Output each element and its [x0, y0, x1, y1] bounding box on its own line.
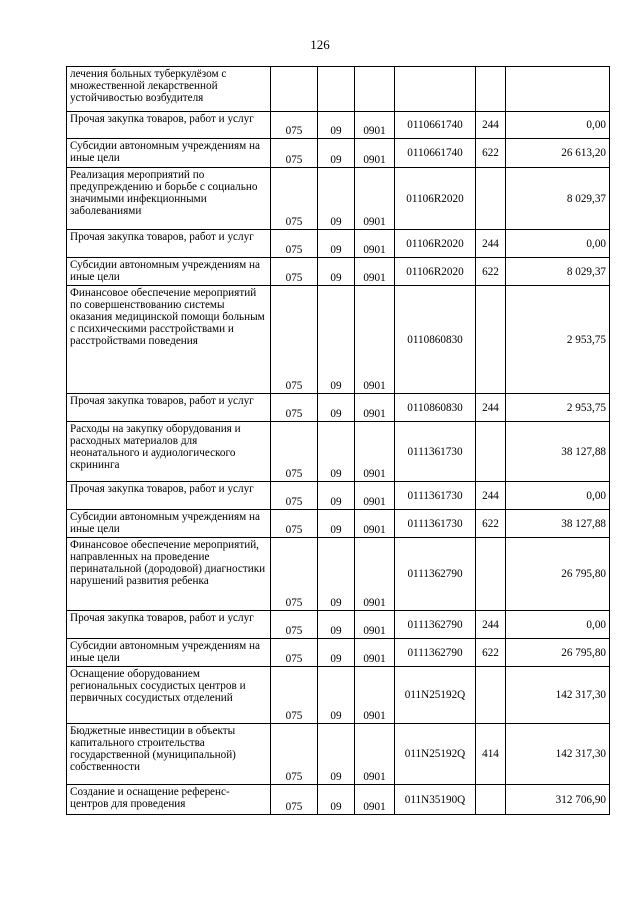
target-article-cell: 011N25192Q — [395, 667, 476, 724]
table-row — [67, 785, 610, 815]
table-row — [67, 538, 610, 611]
table-row — [67, 510, 610, 538]
subsection-code-cell — [355, 67, 395, 112]
item-name-cell: Оснащение оборудованием региональных сосудистых центров и первичных сосудистых отделений — [67, 667, 271, 724]
table-row — [67, 667, 610, 724]
expense-type-cell — [476, 286, 506, 394]
target-article-cell: 0110661740 — [395, 139, 476, 168]
target-article-cell: 0111361730 — [395, 482, 476, 510]
expense-type-cell: 622 — [476, 139, 506, 168]
expense-type-cell: 622 — [476, 639, 506, 667]
subsection-code-cell: 0901 — [355, 482, 395, 510]
expense-type-cell: 244 — [476, 482, 506, 510]
table-row — [67, 394, 610, 422]
subsection-code-cell: 0901 — [355, 538, 395, 611]
table-row — [67, 258, 610, 286]
subsection-code-cell: 0901 — [355, 667, 395, 724]
subsection-code-cell: 0901 — [355, 422, 395, 482]
budget-table-body — [67, 67, 610, 815]
item-name-cell: Реализация мероприятий по предупреждению и борьбе с социально значимыми инфекционными заболеваниями — [67, 168, 271, 230]
section-code-cell: 09 — [318, 139, 355, 168]
amount-cell: 26 795,80 — [506, 538, 610, 611]
item-name-cell: Прочая закупка товаров, работ и услуг — [67, 394, 271, 422]
section-code-cell: 09 — [318, 611, 355, 639]
grbs-code-cell: 075 — [271, 538, 318, 611]
item-name-cell: Создание и оснащение референс-центров для проведения — [67, 785, 271, 815]
table-row — [67, 230, 610, 258]
item-name-cell: Субсидии автономным учреждениям на иные цели — [67, 639, 271, 667]
grbs-code-cell: 075 — [271, 230, 318, 258]
table-row — [67, 112, 610, 139]
target-article-cell: 0111362790 — [395, 538, 476, 611]
section-code-cell: 09 — [318, 394, 355, 422]
subsection-code-cell: 0901 — [355, 286, 395, 394]
section-code-cell: 09 — [318, 639, 355, 667]
table-row — [67, 286, 610, 394]
amount-cell: 38 127,88 — [506, 510, 610, 538]
amount-cell: 312 706,90 — [506, 785, 610, 815]
expense-type-cell — [476, 785, 506, 815]
target-article-cell — [395, 67, 476, 112]
expense-type-cell — [476, 168, 506, 230]
table-row — [67, 724, 610, 785]
expense-type-cell: 244 — [476, 112, 506, 139]
grbs-code-cell: 075 — [271, 286, 318, 394]
target-article-cell: 01106R2020 — [395, 230, 476, 258]
section-code-cell: 09 — [318, 168, 355, 230]
target-article-cell: 0110860830 — [395, 394, 476, 422]
amount-cell — [506, 67, 610, 112]
expense-type-cell — [476, 538, 506, 611]
item-name-cell: Прочая закупка товаров, работ и услуг — [67, 230, 271, 258]
amount-cell: 38 127,88 — [506, 422, 610, 482]
grbs-code-cell: 075 — [271, 724, 318, 785]
table-row — [67, 67, 610, 112]
amount-cell: 0,00 — [506, 482, 610, 510]
subsection-code-cell: 0901 — [355, 112, 395, 139]
target-article-cell: 01106R2020 — [395, 258, 476, 286]
grbs-code-cell: 075 — [271, 258, 318, 286]
item-name-cell: Финансовое обеспечение мероприятий по совершенствованию системы оказания медицинской помощи больным с психическими расстройствами и расстройствами поведения — [67, 286, 271, 394]
grbs-code-cell: 075 — [271, 139, 318, 168]
table-row — [67, 482, 610, 510]
grbs-code-cell: 075 — [271, 667, 318, 724]
expense-type-cell — [476, 422, 506, 482]
section-code-cell — [318, 67, 355, 112]
section-code-cell: 09 — [318, 538, 355, 611]
subsection-code-cell: 0901 — [355, 230, 395, 258]
grbs-code-cell — [271, 67, 318, 112]
target-article-cell: 0111361730 — [395, 510, 476, 538]
page-number: 126 — [310, 37, 330, 52]
grbs-code-cell: 075 — [271, 168, 318, 230]
table-row — [67, 639, 610, 667]
section-code-cell: 09 — [318, 258, 355, 286]
item-name-cell: Бюджетные инвестиции в объекты капитального строительства государственной (муниципальной) собственности — [67, 724, 271, 785]
budget-table — [66, 66, 610, 815]
grbs-code-cell: 075 — [271, 785, 318, 815]
grbs-code-cell: 075 — [271, 482, 318, 510]
item-name-cell: лечения больных туберкулёзом с множественной лекарственной устойчивостью возбудителя — [67, 67, 271, 112]
amount-cell: 0,00 — [506, 611, 610, 639]
expense-type-cell — [476, 67, 506, 112]
subsection-code-cell: 0901 — [355, 611, 395, 639]
target-article-cell: 01106R2020 — [395, 168, 476, 230]
section-code-cell: 09 — [318, 112, 355, 139]
amount-cell: 26 613,20 — [506, 139, 610, 168]
target-article-cell: 0111361730 — [395, 422, 476, 482]
grbs-code-cell: 075 — [271, 112, 318, 139]
item-name-cell: Прочая закупка товаров, работ и услуг — [67, 112, 271, 139]
target-article-cell: 0111362790 — [395, 639, 476, 667]
subsection-code-cell: 0901 — [355, 139, 395, 168]
table-row — [67, 611, 610, 639]
section-code-cell: 09 — [318, 785, 355, 815]
table-row — [67, 139, 610, 168]
target-article-cell: 011N25192Q — [395, 724, 476, 785]
item-name-cell: Прочая закупка товаров, работ и услуг — [67, 611, 271, 639]
expense-type-cell — [476, 667, 506, 724]
amount-cell: 2 953,75 — [506, 286, 610, 394]
subsection-code-cell: 0901 — [355, 394, 395, 422]
target-article-cell: 0110860830 — [395, 286, 476, 394]
section-code-cell: 09 — [318, 230, 355, 258]
table-row — [67, 168, 610, 230]
item-name-cell: Субсидии автономным учреждениям на иные цели — [67, 258, 271, 286]
expense-type-cell: 244 — [476, 230, 506, 258]
amount-cell: 26 795,80 — [506, 639, 610, 667]
subsection-code-cell: 0901 — [355, 168, 395, 230]
target-article-cell: 011N35190Q — [395, 785, 476, 815]
section-code-cell: 09 — [318, 667, 355, 724]
item-name-cell: Прочая закупка товаров, работ и услуг — [67, 482, 271, 510]
grbs-code-cell: 075 — [271, 611, 318, 639]
subsection-code-cell: 0901 — [355, 510, 395, 538]
grbs-code-cell: 075 — [271, 639, 318, 667]
expense-type-cell: 414 — [476, 724, 506, 785]
subsection-code-cell: 0901 — [355, 724, 395, 785]
section-code-cell: 09 — [318, 724, 355, 785]
amount-cell: 8 029,37 — [506, 168, 610, 230]
item-name-cell: Субсидии автономным учреждениям на иные цели — [67, 510, 271, 538]
item-name-cell: Расходы на закупку оборудования и расходных материалов для неонатального и аудиологического скрининга — [67, 422, 271, 482]
amount-cell: 0,00 — [506, 230, 610, 258]
section-code-cell: 09 — [318, 286, 355, 394]
expense-type-cell: 244 — [476, 611, 506, 639]
section-code-cell: 09 — [318, 422, 355, 482]
grbs-code-cell: 075 — [271, 394, 318, 422]
amount-cell: 8 029,37 — [506, 258, 610, 286]
item-name-cell: Финансовое обеспечение мероприятий, направленных на проведение перинатальной (дородовой) диагностики нарушений развития ребенка — [67, 538, 271, 611]
section-code-cell: 09 — [318, 510, 355, 538]
expense-type-cell: 622 — [476, 510, 506, 538]
subsection-code-cell: 0901 — [355, 258, 395, 286]
target-article-cell: 0111362790 — [395, 611, 476, 639]
grbs-code-cell: 075 — [271, 422, 318, 482]
section-code-cell: 09 — [318, 482, 355, 510]
item-name-cell: Субсидии автономным учреждениям на иные цели — [67, 139, 271, 168]
subsection-code-cell: 0901 — [355, 639, 395, 667]
amount-cell: 142 317,30 — [506, 667, 610, 724]
target-article-cell: 0110661740 — [395, 112, 476, 139]
grbs-code-cell: 075 — [271, 510, 318, 538]
amount-cell: 2 953,75 — [506, 394, 610, 422]
expense-type-cell: 244 — [476, 394, 506, 422]
amount-cell: 0,00 — [506, 112, 610, 139]
amount-cell: 142 317,30 — [506, 724, 610, 785]
expense-type-cell: 622 — [476, 258, 506, 286]
subsection-code-cell: 0901 — [355, 785, 395, 815]
table-row — [67, 422, 610, 482]
